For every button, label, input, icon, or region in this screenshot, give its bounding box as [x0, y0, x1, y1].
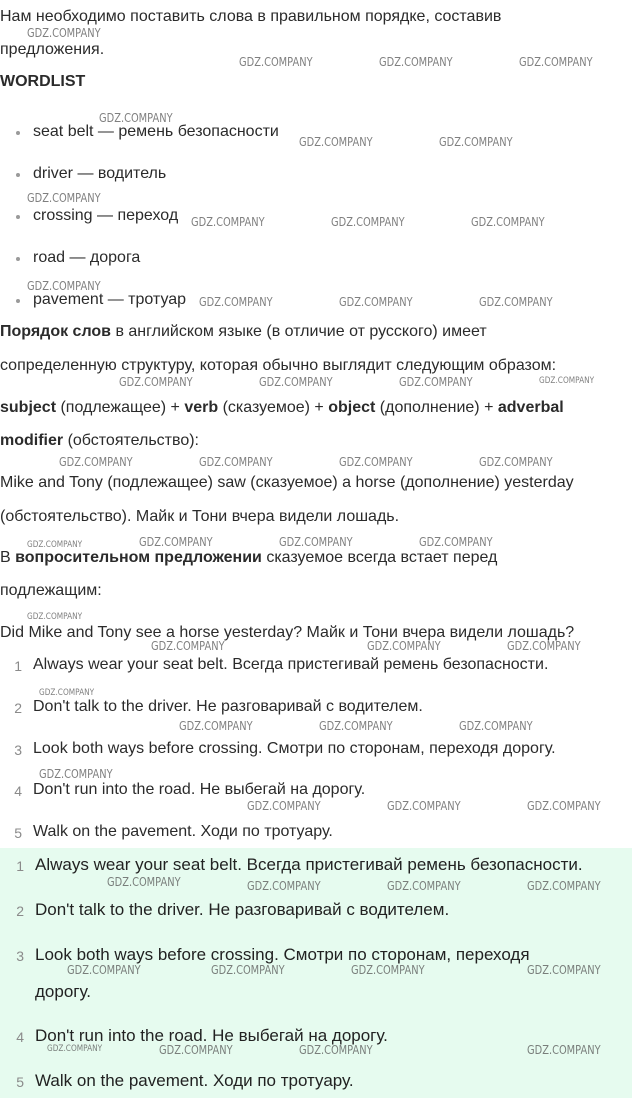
bullet-icon: [16, 257, 20, 261]
watermark: GDZ.COMPANY: [159, 1043, 233, 1057]
grammar-term: Порядок слов: [0, 323, 112, 340]
grammar-paragraph-1: [0, 323, 487, 341]
watermark: GDZ.COMPANY: [479, 455, 553, 469]
wordlist-item: seat belt — ремень безопасности: [33, 123, 279, 140]
watermark: GDZ.COMPANY: [527, 799, 601, 813]
watermark: GDZ.COMPANY: [27, 191, 101, 205]
question-paragraph: [0, 549, 497, 567]
grammar-text: в английском языке (в отличие от русского) имеет: [111, 323, 487, 340]
answer-number: 5: [16, 1074, 24, 1090]
intro-line-2: предложения.: [0, 41, 105, 58]
watermark: GDZ.COMPANY: [151, 639, 225, 653]
watermark: GDZ.COMPANY: [339, 295, 413, 309]
example-line-2: (обстоятельство). Майк и Тони вчера видели лошадь.: [0, 508, 400, 525]
wordlist-item: pavement — тротуар: [33, 291, 187, 308]
watermark: GDZ.COMPANY: [399, 375, 473, 389]
watermark: GDZ.COMPANY: [507, 639, 581, 653]
answer-number: 4: [16, 1029, 24, 1045]
watermark: GDZ.COMPANY: [319, 719, 393, 733]
watermark: GDZ.COMPANY: [27, 612, 83, 622]
task-item: Walk on the pavement. Ходи по тротуару.: [33, 823, 333, 840]
watermark: GDZ.COMPANY: [199, 295, 273, 309]
formula-object-ru: (дополнение) +: [375, 399, 498, 416]
watermark: GDZ.COMPANY: [211, 963, 285, 977]
watermark: GDZ.COMPANY: [379, 55, 453, 69]
bullet-icon: [16, 299, 20, 303]
watermark: GDZ.COMPANY: [259, 375, 333, 389]
watermark: GDZ.COMPANY: [527, 1043, 601, 1057]
example-line-1: Mike and Tony (подлежащее) saw (сказуемое) a horse (дополнение) yesterday: [0, 474, 574, 491]
intro-line-1: Нам необходимо поставить слова в правильном порядке, составив: [0, 8, 502, 25]
watermark: GDZ.COMPANY: [47, 1044, 103, 1054]
watermark: GDZ.COMPANY: [107, 875, 181, 889]
formula-verb-ru: (сказуемое) +: [218, 399, 329, 416]
answer-number: 2: [16, 903, 24, 919]
bullet-icon: [16, 131, 20, 135]
watermark: GDZ.COMPANY: [331, 215, 405, 229]
task-number: 5: [14, 825, 22, 841]
wordlist-item: road — дорога: [33, 249, 141, 266]
task-number: 4: [14, 783, 22, 799]
watermark: GDZ.COMPANY: [351, 963, 425, 977]
task-item: Always wear your seat belt. Всегда пристегивай ремень безопасности.: [33, 656, 549, 673]
watermark: GDZ.COMPANY: [27, 26, 101, 40]
question-rest: сказуемое всегда встает перед: [261, 549, 498, 566]
watermark: GDZ.COMPANY: [39, 767, 113, 781]
watermark: GDZ.COMPANY: [459, 719, 533, 733]
task-item: Don't run into the road. Не выбегай на дорогу.: [33, 781, 366, 798]
watermark: GDZ.COMPANY: [339, 455, 413, 469]
formula-subject: subject: [0, 399, 57, 416]
task-number: 1: [14, 658, 22, 674]
formula-line-1: [0, 399, 564, 417]
watermark: GDZ.COMPANY: [191, 215, 265, 229]
answer-item: Walk on the pavement. Ходи по тротуару.: [35, 1071, 354, 1090]
formula-verb: verb: [184, 399, 219, 416]
answer-item: Don't talk to the driver. Не разговаривай с водителем.: [35, 900, 450, 919]
formula-modifier: modifier: [0, 432, 64, 449]
watermark: GDZ.COMPANY: [247, 879, 321, 893]
bullet-icon: [16, 173, 20, 177]
watermark: GDZ.COMPANY: [299, 135, 373, 149]
formula-subject-ru: (подлежащее) +: [56, 399, 185, 416]
question-pre: В: [0, 549, 16, 566]
watermark: GDZ.COMPANY: [479, 295, 553, 309]
watermark: GDZ.COMPANY: [527, 879, 601, 893]
formula-line-2: [0, 432, 199, 450]
wordlist-item: driver — водитель: [33, 165, 167, 182]
grammar-paragraph-1-line-2: сопределенную структуру, которая обычно выглядит следующим образом:: [0, 357, 557, 374]
wordlist-title: WORDLIST: [0, 73, 86, 90]
answer-item: Always wear your seat belt. Всегда пристегивай ремень безопасности.: [35, 855, 583, 874]
watermark: GDZ.COMPANY: [527, 963, 601, 977]
watermark: GDZ.COMPANY: [119, 375, 193, 389]
watermark: GDZ.COMPANY: [39, 688, 95, 698]
formula-modifier-ru: (обстоятельство):: [63, 432, 199, 449]
watermark: GDZ.COMPANY: [139, 535, 213, 549]
watermark: GDZ.COMPANY: [27, 279, 101, 293]
watermark: GDZ.COMPANY: [539, 376, 595, 386]
formula-object: object: [328, 399, 376, 416]
watermark: GDZ.COMPANY: [67, 963, 141, 977]
answer-item: Don't run into the road. Не выбегай на дорогу.: [35, 1026, 388, 1045]
watermark: GDZ.COMPANY: [439, 135, 513, 149]
bullet-icon: [16, 215, 20, 219]
task-number: 3: [14, 742, 22, 758]
task-item: Look both ways before crossing. Смотри по сторонам, переходя дорогу.: [33, 740, 556, 757]
task-number: 2: [14, 700, 22, 716]
answer-number: 1: [16, 858, 24, 874]
watermark: GDZ.COMPANY: [279, 535, 353, 549]
question-example: Did Mike and Tony see a horse yesterday? Майк и Тони вчера видели лошадь?: [0, 624, 575, 641]
answer-number: 3: [16, 948, 24, 964]
question-paragraph-line-2: подлежащим:: [0, 582, 102, 599]
watermark: GDZ.COMPANY: [99, 111, 173, 125]
watermark: GDZ.COMPANY: [471, 215, 545, 229]
watermark: GDZ.COMPANY: [299, 1043, 373, 1057]
watermark: GDZ.COMPANY: [367, 639, 441, 653]
wordlist-item: crossing — переход: [33, 207, 179, 224]
question-term: вопросительном предложении: [15, 549, 262, 566]
watermark: GDZ.COMPANY: [179, 719, 253, 733]
watermark: GDZ.COMPANY: [419, 535, 493, 549]
watermark: GDZ.COMPANY: [199, 455, 273, 469]
task-item: Don't talk to the driver. Не разговаривай с водителем.: [33, 698, 423, 715]
watermark: GDZ.COMPANY: [59, 455, 133, 469]
answer-item-continuation: дорогу.: [35, 982, 92, 1001]
formula-adverbal: adverbal: [497, 399, 564, 416]
watermark: GDZ.COMPANY: [387, 799, 461, 813]
watermark: GDZ.COMPANY: [387, 879, 461, 893]
watermark: GDZ.COMPANY: [239, 55, 313, 69]
watermark: GDZ.COMPANY: [27, 540, 83, 550]
watermark: GDZ.COMPANY: [247, 799, 321, 813]
watermark: GDZ.COMPANY: [519, 55, 593, 69]
answer-item: Look both ways before crossing. Смотри по сторонам, переходя: [35, 945, 530, 964]
